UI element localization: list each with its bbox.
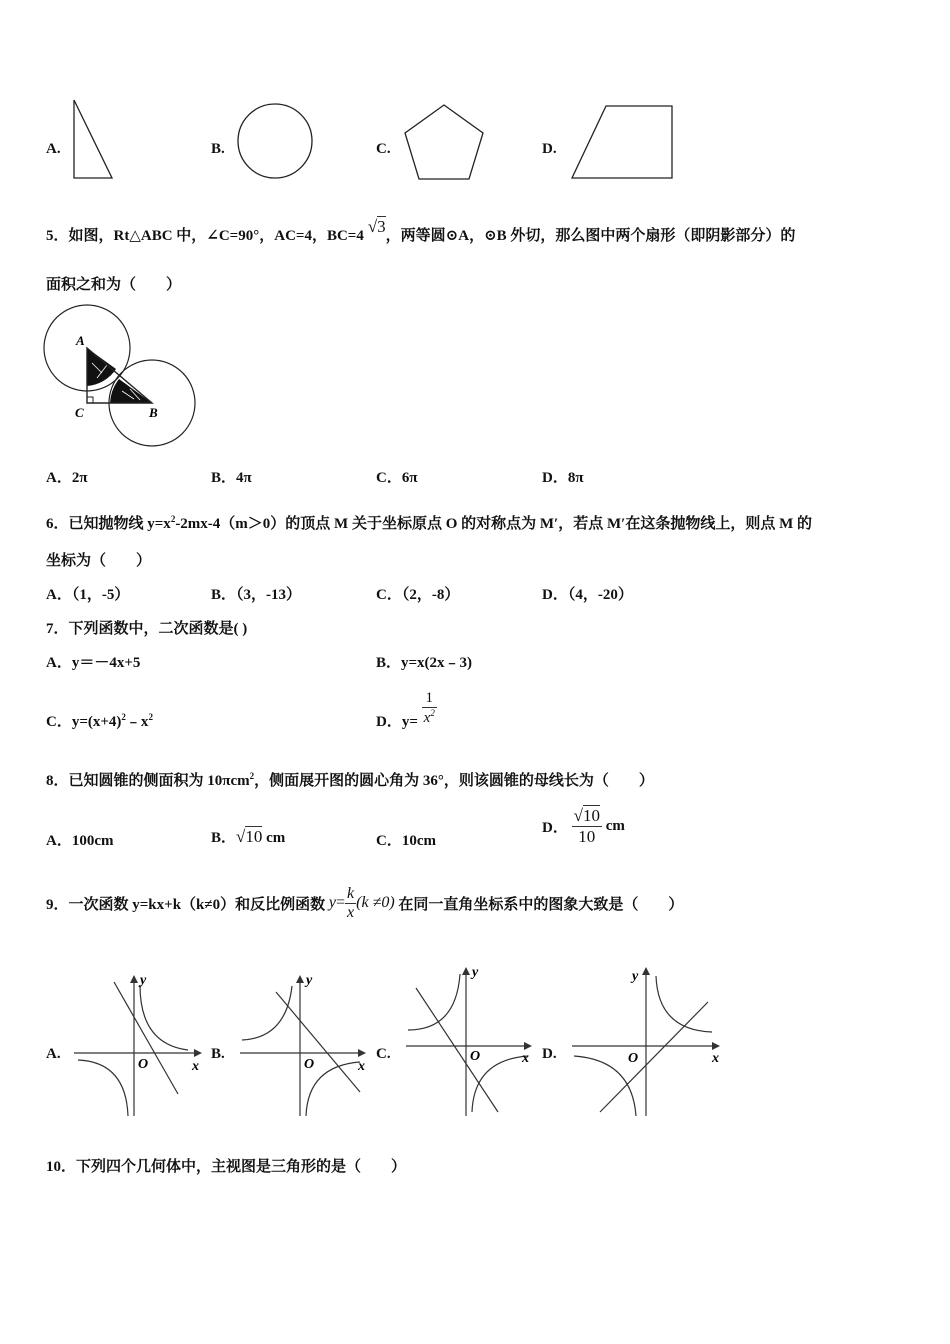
q9-formula-eq: = — [335, 894, 345, 912]
q9-formula-y: y — [328, 894, 336, 912]
q7-stem: 7．下列函数中，二次函数是( ) — [46, 621, 248, 637]
q7-option-d-fraction — [422, 690, 437, 727]
q5-stem-line2: 面积之和为（ ） — [46, 277, 182, 293]
q8-option-b-radicand: 10 — [245, 827, 263, 846]
q5-option-c[interactable]: C．6π — [376, 470, 418, 486]
point-b-label: B — [149, 405, 158, 420]
q9-formula-fraction — [345, 885, 356, 922]
q9-c-x-axis-label: x — [522, 1051, 529, 1066]
q7-option-d-denominator — [422, 708, 437, 727]
q9-formula-cond: (k ≠0) — [356, 894, 395, 912]
q6-option-b[interactable]: B．（3，-13） — [211, 587, 302, 603]
trapezoid-figure — [568, 104, 678, 182]
q8-option-d-denominator: 10 — [578, 827, 596, 846]
q5-tangent-circles-figure — [42, 303, 202, 453]
circle-figure — [236, 102, 316, 182]
q7-option-d-den-var: x — [423, 710, 431, 726]
q9-c-y-axis-label: y — [472, 965, 479, 980]
q9-formula — [329, 885, 395, 922]
q9-d-x-axis-label: x — [712, 1051, 719, 1066]
q6-stem-part2: -2mx-4（m＞0）的顶点 M 关于坐标原点 O 的对称点为 M′，若点 M′在这条抛物线上，则点 M 的 — [175, 516, 813, 532]
q9-b-origin-label: O — [304, 1057, 315, 1072]
q9-option-b-label[interactable]: B. — [211, 1046, 225, 1062]
q6-stem-line2: 坐标为（ ） — [46, 553, 152, 569]
q9-stem-part2: 在同一直角坐标系中的图象大致是（ ） — [398, 897, 684, 913]
q5-option-a[interactable]: A．2π — [46, 470, 88, 486]
q9-b-x-axis-label: x — [358, 1059, 365, 1074]
q8-option-d-radicand: 10 — [582, 806, 600, 825]
pentagon-figure — [403, 103, 487, 183]
q8-option-c[interactable]: C．10cm — [376, 833, 436, 849]
q7-option-d-prefix: D．y= — [376, 714, 418, 730]
q8-option-b-sqrt: √10 — [236, 827, 263, 846]
right-triangle-figure — [70, 98, 116, 182]
q7-option-a[interactable]: A．y＝－4x+5 — [46, 655, 141, 671]
q7-option-d-numerator: 1 — [422, 690, 437, 708]
q7-option-c-exp1: 2 — [121, 712, 126, 722]
q9-option-d-label[interactable]: D. — [542, 1046, 557, 1062]
q4-option-a-label[interactable]: A. — [46, 141, 61, 157]
q8-stem — [46, 769, 654, 790]
q9-stem — [46, 885, 683, 922]
q9-a-origin-label: O — [138, 1057, 149, 1072]
q9-a-y-axis-label: y — [140, 973, 147, 988]
q9-d-y-axis-label: y — [632, 969, 639, 984]
q8-option-d[interactable] — [542, 806, 625, 847]
q5-stem-part2: ，两等圆⊙A，⊙B 外切，那么图中两个扇形（即阴影部分）的 — [385, 228, 796, 244]
q8-stem-exp: 2 — [249, 771, 255, 781]
q7-option-b[interactable]: B．y=x(2x﹣3) — [376, 655, 473, 671]
q9-formula-num: k — [347, 885, 355, 902]
q8-stem-part1: 8．已知圆锥的侧面积为 10πcm — [46, 773, 250, 789]
q7-option-d[interactable] — [376, 686, 437, 731]
q9-c-origin-label: O — [470, 1049, 481, 1064]
q9-graph-c — [402, 960, 542, 1120]
q6-stem-part1: 6．已知抛物线 y=x — [46, 516, 171, 532]
q8-option-b-prefix: B． — [211, 830, 237, 846]
q7-option-c-exp2: 2 — [148, 712, 153, 722]
sqrt3-symbol: √3 — [367, 217, 386, 236]
q9-b-y-axis-label: y — [306, 973, 313, 988]
q4-option-d-label[interactable]: D. — [542, 141, 557, 157]
q9-option-a-label[interactable]: A. — [46, 1046, 61, 1062]
q8-option-d-unit: cm — [605, 818, 625, 834]
q7-option-c-part2: ﹣x — [125, 714, 149, 730]
q9-stem-part1: 9．一次函数 y=kx+k（k≠0）和反比例函数 — [46, 897, 326, 913]
q4-option-b-label[interactable]: B. — [211, 141, 225, 157]
q8-option-a[interactable]: A．100cm — [46, 833, 114, 849]
point-c-label: C — [75, 405, 84, 420]
q9-option-c-label[interactable]: C. — [376, 1046, 391, 1062]
q8-stem-part2: ，侧面展开图的圆心角为 36°，则该圆锥的母线长为（ ） — [254, 773, 654, 789]
q8-option-d-fraction — [572, 806, 602, 847]
q6-option-a[interactable]: A．（1，-5） — [46, 587, 130, 603]
q9-a-x-axis-label: x — [192, 1059, 199, 1074]
q8-option-d-prefix: D． — [542, 820, 568, 836]
q6-option-c[interactable]: C．（2，-8） — [376, 587, 460, 603]
q9-formula-den: x — [347, 904, 355, 921]
q9-d-origin-label: O — [628, 1051, 639, 1066]
q5-stem-line1 — [46, 217, 796, 245]
point-a-label: A — [76, 333, 85, 348]
q9-graph-a — [70, 970, 210, 1120]
sqrt3-radicand: 3 — [377, 217, 386, 236]
q8-option-b[interactable] — [211, 826, 285, 847]
q8-option-d-numerator: √10 — [573, 806, 600, 825]
q5-option-b[interactable]: B．4π — [211, 470, 252, 486]
q9-graph-b — [236, 970, 376, 1120]
q5-option-d[interactable]: D．8π — [542, 470, 584, 486]
q5-stem-part1: 5．如图，Rt△ABC 中，∠C=90°，AC=4，BC=4 — [46, 228, 364, 244]
q6-option-d[interactable]: D．（4，-20） — [542, 587, 633, 603]
q9-graph-d — [568, 962, 728, 1120]
q8-option-b-unit: cm — [266, 830, 286, 846]
q7-option-c[interactable] — [46, 710, 153, 731]
q7-option-c-part1: C．y=(x+4) — [46, 714, 122, 730]
q6-stem-line1 — [46, 512, 812, 533]
q4-option-c-label[interactable]: C. — [376, 141, 391, 157]
q10-stem: 10．下列四个几何体中，主视图是三角形的是（ ） — [46, 1159, 407, 1175]
q7-option-d-den-exp: 2 — [430, 708, 435, 718]
q6-exponent: 2 — [170, 514, 176, 524]
